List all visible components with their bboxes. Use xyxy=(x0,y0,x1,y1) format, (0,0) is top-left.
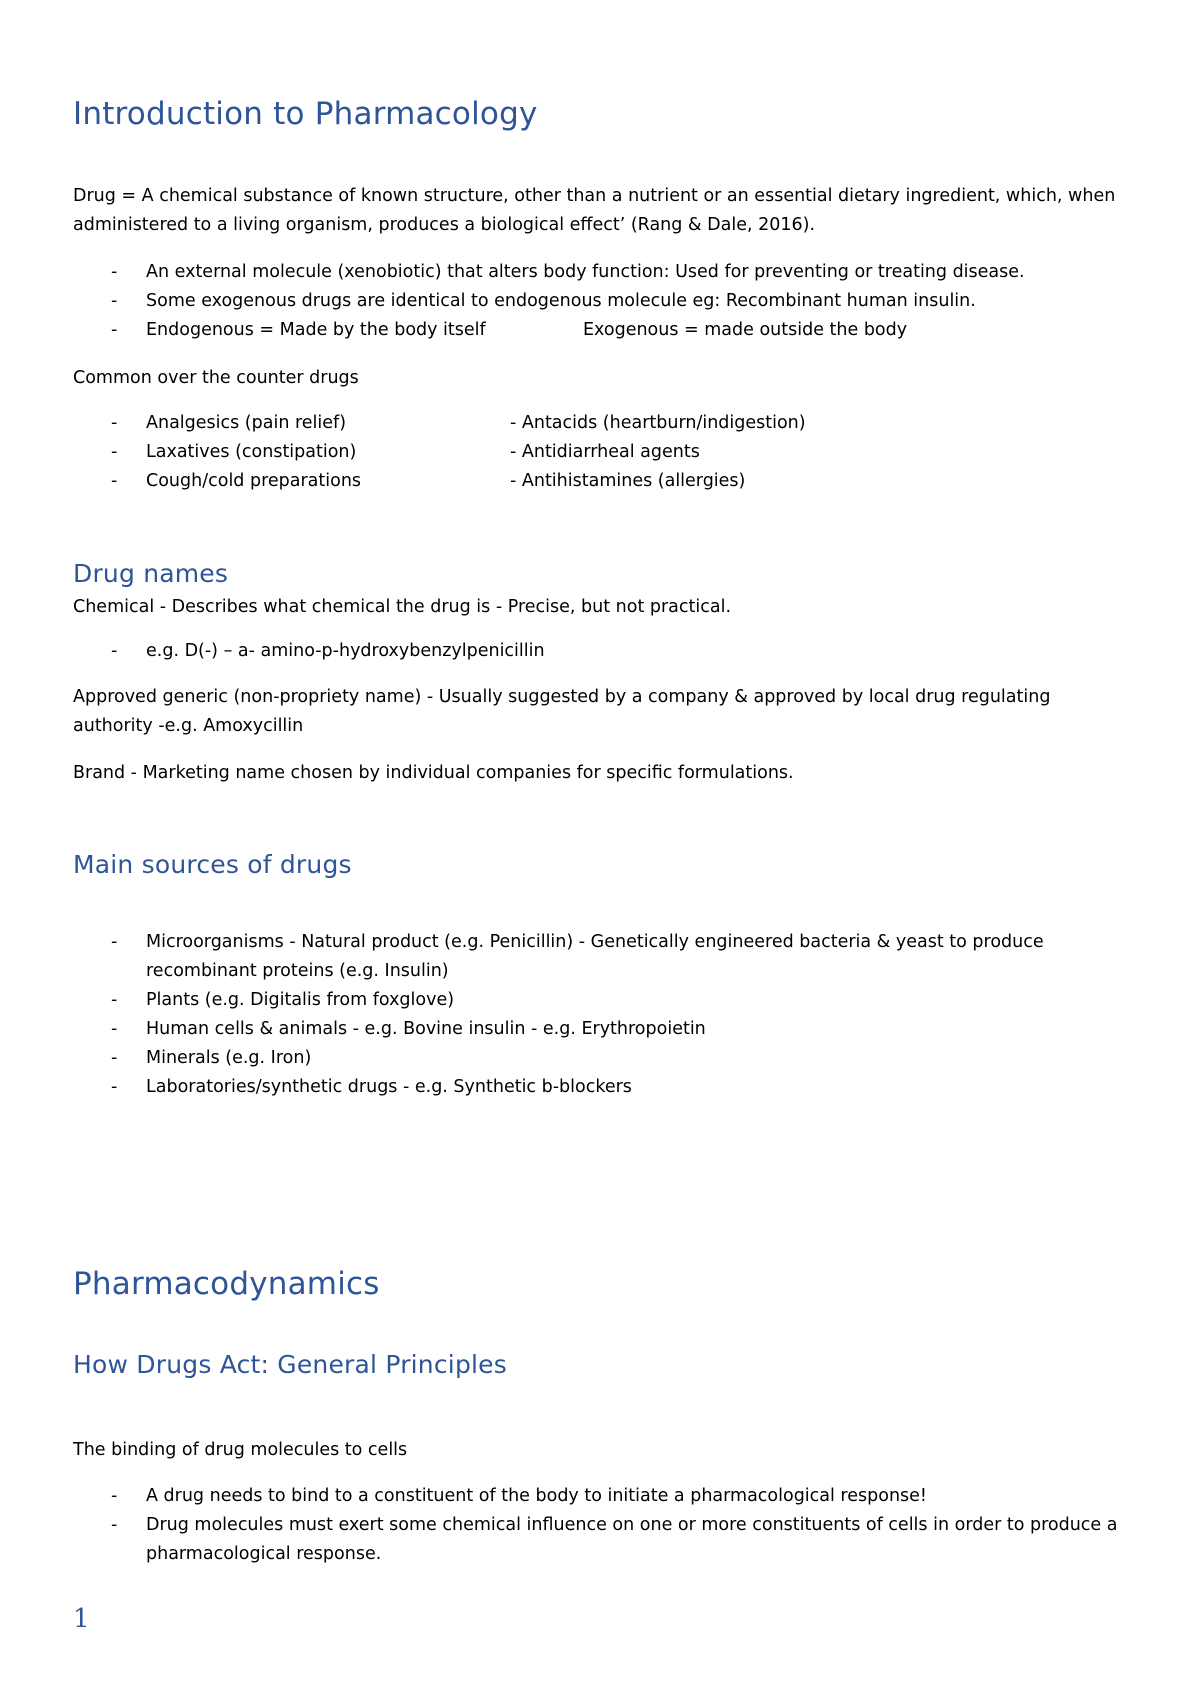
list-item: - Plants (e.g. Digitalis from foxglove) xyxy=(111,990,455,1010)
binding-list xyxy=(73,1482,1133,1569)
page-number: 1 xyxy=(73,1604,90,1634)
list-item: - Drug molecules must exert some chemical influence on one or more constituents of cells in order to produce a pharmacological response. xyxy=(111,1515,1118,1564)
list-item: - Analgesics (pain relief) - Antacids (heartburn/indigestion) xyxy=(111,413,806,433)
list-item: - Cough/cold preparations - Antihistamines (allergies) xyxy=(111,471,746,491)
sources-heading: Main sources of drugs xyxy=(73,850,352,879)
chemical-name-text: Chemical - Describes what chemical the drug is - Precise, but not practical. xyxy=(73,597,732,617)
otc-list xyxy=(73,409,1133,496)
list-item: - Laboratories/synthetic drugs - e.g. Synthetic b-blockers xyxy=(111,1077,632,1097)
list-item: - Endogenous = Made by the body itself Exogenous = made outside the body xyxy=(111,320,908,340)
how-drugs-act-heading: How Drugs Act: General Principles xyxy=(73,1350,507,1379)
drug-definition: Drug = A chemical substance of known structure, other than a nutrient or an essential dietary ingredient, which, when administered to a living organism, produces a biological effect’ (Rang & Dale, 2016). xyxy=(73,186,1116,235)
list-item: - Minerals (e.g. Iron) xyxy=(111,1048,312,1068)
list-item: - Laxatives (constipation) - Antidiarrheal agents xyxy=(111,442,700,462)
sources-list xyxy=(73,928,1133,1102)
otc-heading: Common over the counter drugs xyxy=(73,368,359,388)
page-title: Introduction to Pharmacology xyxy=(73,96,538,132)
list-item: - A drug needs to bind to a constituent of the body to initiate a pharmacological response! xyxy=(111,1486,927,1506)
chemical-example-list xyxy=(73,637,1133,666)
list-item: - Human cells & animals - e.g. Bovine insulin - e.g. Erythropoietin xyxy=(111,1019,706,1039)
list-item: - e.g. D(-) – a- amino-p-hydroxybenzylpenicillin xyxy=(111,641,545,661)
binding-intro: The binding of drug molecules to cells xyxy=(73,1440,408,1460)
pharmacodynamics-title: Pharmacodynamics xyxy=(73,1266,380,1302)
generic-name-text: Approved generic (non-propriety name) - Usually suggested by a company & approved by local drug regulating authority -e.g. Amoxycillin xyxy=(73,687,1051,736)
list-item: - An external molecule (xenobiotic) that alters body function: Used for preventing or treating disease. xyxy=(111,262,1025,282)
list-item: - Some exogenous drugs are identical to endogenous molecule eg: Recombinant human insulin. xyxy=(111,291,976,311)
drug-names-heading: Drug names xyxy=(73,559,229,588)
list-item: - Microorganisms - Natural product (e.g. Penicillin) - Genetically engineered bacteria & yeast to produce recombinant proteins (e.g. Insulin) xyxy=(111,932,1044,981)
drug-bullet-list xyxy=(73,258,1133,345)
brand-name-text: Brand - Marketing name chosen by individual companies for specific formulations. xyxy=(73,763,794,783)
